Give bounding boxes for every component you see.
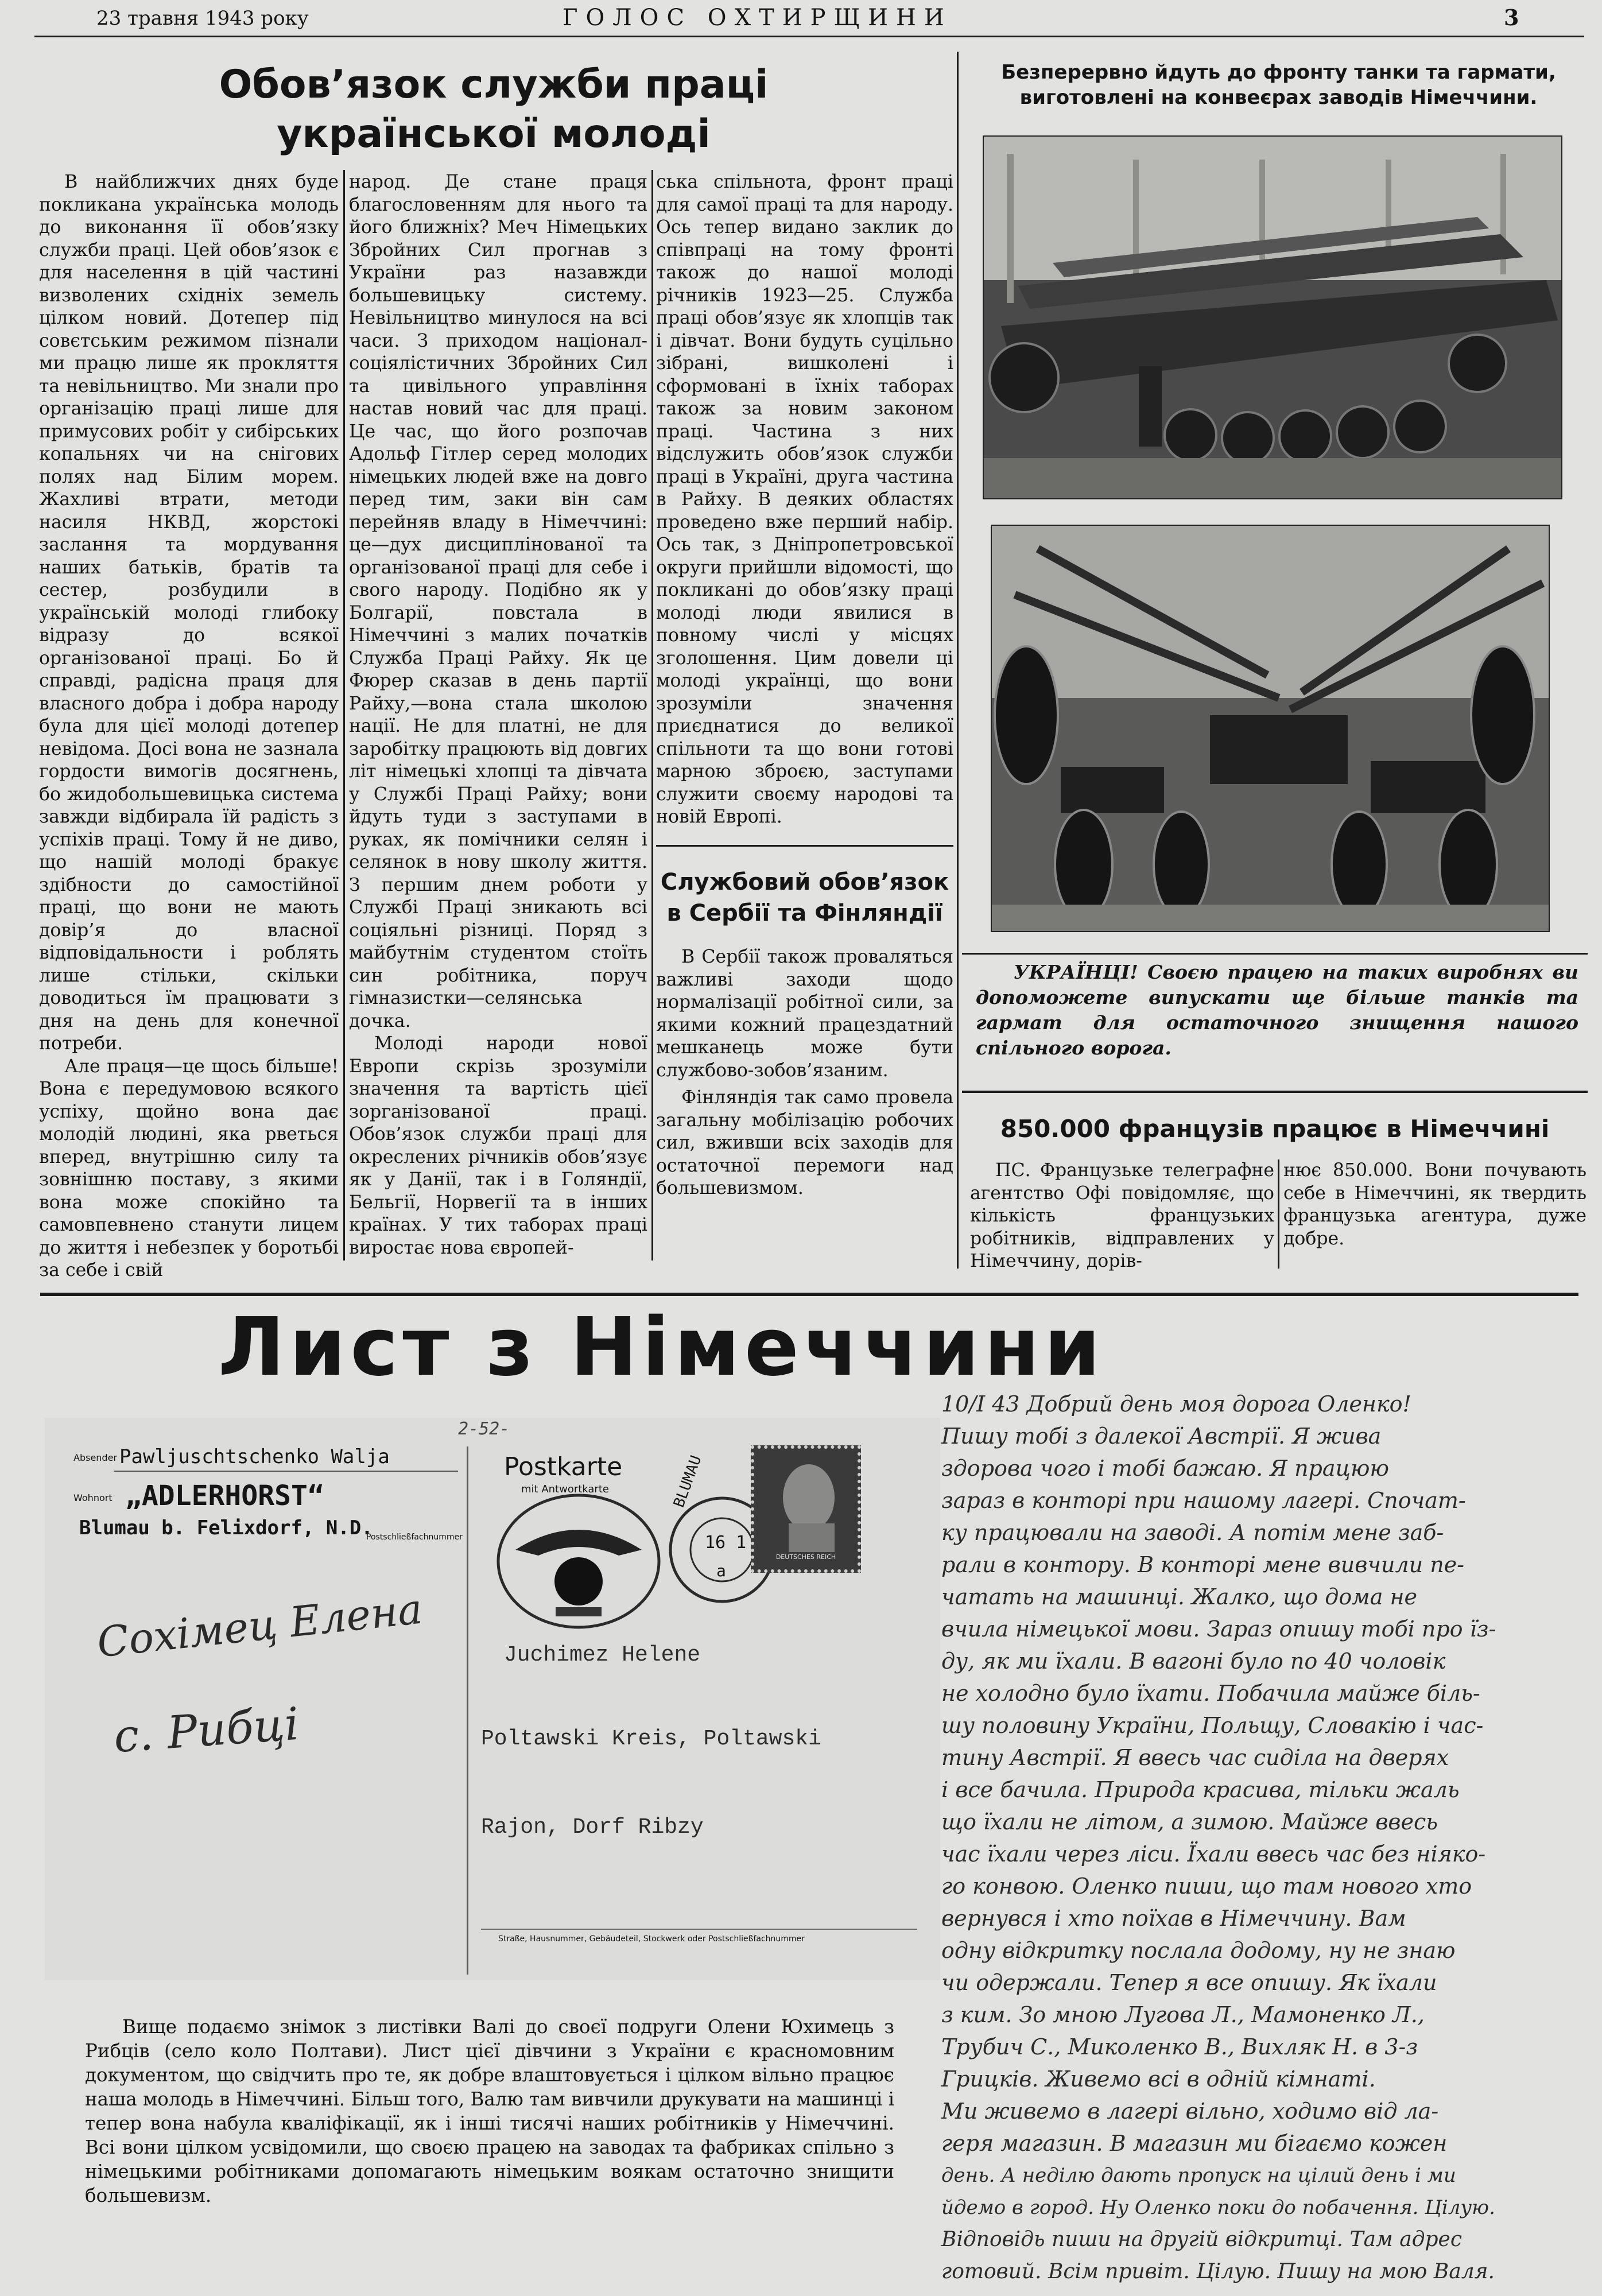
letter-line: Відповідь пиши на другій відкритці. Там адрес [941,2228,1462,2251]
letter-line: Пишу тобі з далекої Австрії. Я жива [941,1424,1382,1449]
recipient-line-2: Poltawski Kreis, Poltawski [481,1727,821,1751]
sender-label: Absender [73,1452,117,1463]
main-article-col2 [349,171,647,1259]
artillery-factory-image [992,526,1549,931]
column-divider [343,170,345,1261]
letter-line: чи одержали. Тепер я все опишу. Як їхали [941,1970,1437,1995]
letter-caption: Вище подаємо знімок з листівки Валі до своєї подруги Олени Юхимець з Рибців (село коло Полтави). Лист цієї дівчини з України є красномовним документом, що свідчить про те, як добре влаштовується і цілком вільно працює наша молодь в Німеччині. Більш того, Валю там вивчили друкувати на машинці і тепер вона набула кваліфікації, як і інші тисячі наших робітників у Німеччині. Всі вони цілком усвідомили, що своєю працею на заводах та фабриках спільно з німецькими робітниками допомагають німецьким воякам остаточно знищити большевизм. [85,2016,894,2206]
stamp-country: DEUTSCHES REICH [775,1553,836,1561]
letter-line: здорова чого і тобі бажаю. Я працюю [941,1456,1389,1481]
postmark-town: BLUMAU [670,1453,705,1510]
page-number: 3 [1504,5,1519,30]
letter-line: го конвою. Оленко пиши, що там нового хто [941,1874,1472,1899]
recipient-line-1: Juchimez Helene [504,1643,701,1667]
ukrainians-appeal: УКРАЇНЦІ! Своєю працею на таких виробнях ви допоможете випускати ще більше танків та гармат для остаточного знищення нашого спільного ворога. [976,961,1578,1059]
letter-line: ку працювали на заводі. А потім мене заб- [941,1520,1444,1545]
paper-name: ГОЛОС ОХТИРЩИНИ [563,5,952,31]
letter-line: вернувся і хто поїхав в Німеччину. Вам [941,1906,1406,1931]
letter-line: вчила німецької мови. Зараз опишу тобі про їз- [941,1616,1496,1642]
column-divider [957,52,959,1269]
letter-line: і все бачила. Природа красива, тільки жаль [941,1777,1460,1802]
section-rule [656,845,953,847]
letter-line: день. А неділю дають пропуск на цілий день і ми [941,2164,1456,2187]
section-rule [962,1091,1588,1093]
letter-line: не холодно було їхати. Побачила майже біль- [941,1681,1480,1706]
postfach-label: Postschließfachnummer [366,1533,463,1542]
card-title: Postkarte [504,1452,623,1481]
tank-factory-image [984,137,1561,498]
postmark-date: 16 1 [705,1533,747,1553]
letter-line: готовий. Всім привіт. Цілую. Пишу на мою Валя. [941,2260,1495,2283]
serbia-headline: Службовий обов’язок в Сербії та Фінляндії [660,869,949,926]
letter-line: йдемо в город. Ну Оленко поки до побачення. Цілую. [941,2196,1495,2219]
postage-stamp [751,1445,861,1573]
letter-line: зараз в конторі при нашому лагері. Спочат- [941,1488,1466,1513]
paragraph: ПС. Французьке телеграфне агентство Офі повідомляє, що кількість французьких робітників, відправлених у Німеччину, дорів- [970,1160,1274,1271]
letter-headline: Лист з Німеччини [218,1301,1106,1394]
letter-line: шу половину України, Польщу, Словакію і час- [941,1713,1484,1738]
paragraph: нює 850.000. Вони почувають себе в Німеччині, як твердить французька агентура, дуже добре. [1283,1160,1587,1249]
letter-line: Грицків. Живемо всі в одній кімнаті. [941,2066,1376,2092]
address-fine-print: Straße, Hausnummer, Gebäudeteil, Stockwerk oder Postschließfachnummer [498,1934,805,1944]
paragraph: Фінляндія так само провела загальну мобілізацію робочих сил, вживши всіх заходів для остаточної перемоги над большевизмом. [656,1087,953,1199]
paragraph: Але праця—це щось більше! Вона є передумовою всякого успіху, щойно вона дає молодій людині, яка рветься вперед, внутрішню силу та зовнішню поставу, з якими вона може спокійно та самовпевнено станути лицем до життя і небезпек у боротьбі за себе і свій [39,1056,339,1281]
letter-line: час їхали через ліси. Їхали ввесь час без ніяко- [941,1841,1486,1867]
french-headline: 850.000 французів працює в Німеччині [1000,1115,1550,1143]
header-rule [34,36,1584,37]
serbia-article [656,946,953,1200]
letter-line: ду, як ми їхали. В вагоні було по 40 чоловік [941,1649,1446,1674]
letter-line: з ким. Зо мною Лугова Л., Мамоненко Л., [941,2002,1425,2027]
letter-line: геря магазин. В магазин ми бігаємо кожен [941,2131,1448,2156]
letter-line: 10/I 43 Добрий день моя дорога Оленко! [941,1391,1411,1417]
sender-underline [114,1471,458,1472]
letter-line: що їхали не літом, а зимою. Майже ввесь [941,1809,1438,1835]
letter-line: Ми живемо в лагері вільно, ходимо від ла- [941,2099,1439,2124]
letter-line: чатать на машинці. Жалко, що дома не [941,1584,1418,1609]
paragraph: ська спільнота, фронт праці для самої праці та для народу. Ось тепер видано заклик до співпраці на тому фронті також до нашої молоді річників 1923—25. Служба праці обов’язує як хлопців так і дівчат. Вони будуть суцільно зібрані, вишколені і сформовані в їхніх таборах також за новим законом праці. Частина з них відслужить обов’язок служби праці в Україні, друга частина в Райху. В деяких областях проведено вже перший набір. Ось так, з Дніпропетровської округи прийшли відомості, що покликані до обов’язку праці молоді люди явилися в повному числі у місцях зголошення. Цим довели ці молоді українці, що вони зрозуміли значення приєднатися до великої спільноти та що вони готові марною зброєю, заступами служити своєму народові та новій Европі. [656,172,953,827]
section-rule [40,1293,1578,1296]
address-line: Blumau b. Felixdorf, N.D. [79,1517,373,1539]
column-divider [651,170,653,1261]
paragraph: Молоді народи нової Европи скрізь зрозуміли значення та вартість цієї зорганізованої праці. Обов’язок служби праці для окреслених річників обов’язує як у Данії, так і в Голяндії, Бельгії, Норвегії та в інших країнах. У тих таборах праці виростає нова європей- [349,1033,647,1258]
postcard-photo [45,1418,940,1980]
letter-line: Трубич С., Миколенко В., Вихляк Н. в 3-з [941,2034,1418,2060]
sender-name: Pawljuschtschenko Walja [119,1445,390,1468]
issue-date: 23 травня 1943 року [96,7,309,30]
main-article-col3 [656,171,953,829]
paragraph: В Сербії також проваляться важливі заходи щодо нормалізації робітної сили, за якими кожний працездатний мешканець може бути службово-зобов’язаним. [656,947,953,1081]
handwritten-village: с. Рибці [112,1698,301,1763]
card-subtitle: mit Antwortkarte [521,1483,609,1495]
pencil-number: 2-52- [458,1419,510,1439]
artillery-assembly-photo [991,525,1550,932]
section-rule [962,953,1588,955]
handwritten-letter [941,1388,1590,2289]
paragraph: В найближчих днях буде покликана українська молодь до виконання її обов’язку служби праці. Цей обов’язок є для населення в цій частині визволених східніх земель цілком новий. Дотепер під совєтським режимом пізнали ми працю лише як прокляття та невільництво. Ми знали про організацію праці лише для примусових робіт у сибірських копальнях чи на снігових полях над Білим морем. Жахливі втрати, методи насиля НКВД, жорстокі заслання та мордування наших батьків, братів та сестер, розбудили в українській молоді глибоку відразу до всякої організованої праці. Бо й справді, радісна праця для власного добра і добра народу була для цієї молоді дотепер невідома. Досі вона не зазнала гордости вимогів досягнень, бо жидобольшевицька система завжди відбирала їй радість з успіхів праці. Тому й не диво, що нашій молоді бракує здібности до самостійної праці, що вони не мають довір’я до власної відповідальности і роблять лише стільки, скільки доводиться їм працювати з дня на день для конечної потреби. [39,172,339,1054]
eagle-postmark-icon [492,1487,665,1636]
letter-line: одну відкритку послала додому, ну не знаю [941,1938,1456,1963]
french-article-col2 [1283,1159,1587,1250]
tank-assembly-photo [983,135,1562,499]
paragraph: народ. Де стане праця благословенням для нього та його ближніх? Меч Німецьких Збройних Сил прогнав з України раз назавжди большевицьку систему. Невільництво минулося на всі часи. З приходом націонал-соціялістичних Збройних Сил та цивільного управління настав новий час для праці. Це час, що його розпочав Адольф Гітлер серед молодих німецьких людей вже на довго перед тим, заки він сам перейняв владу в Німеччині: це—дух дисциплінованої та організованої праці для себе і свого народу. Подібно як у Болгарії, повстала в Німеччині з малих початків Служба Праці Райху. Як це Фюрер сказав в день партії Райху,—вона стала школою нації. Не для платні, не для заробітку працюють від довгих літ німецькі хлопці та дівчата у Службі Праці Райху; вони йдуть туди з заступами в руках, як помічники селян і селянок в нову школу життя. З першим днем роботи у Службі Праці зникають всі соціяльні різниці. Поряд з майбутнім студентом стоїть син робітника, поруч гімназистки—селянська дочка. [349,172,647,1031]
letter-line: рали в контору. В конторі мене вивчили пе- [941,1552,1464,1577]
main-headline: Обов’язок служби праці української молоді [219,62,769,157]
handwritten-recipient: Сохімец Елена [95,1584,425,1667]
french-article-col1 [970,1159,1274,1273]
photo-caption: Безперервно йдуть до фронту танки та гармати, виготовлені на конвеєрах заводів Німеччини. [1001,61,1556,109]
camp-name: „ADLERHORST“ [125,1480,324,1512]
letter-line: тину Австрії. Я ввесь час сиділа на дверях [941,1745,1449,1770]
recipient-line-3: Rajon, Dorf Ribzy [481,1815,704,1840]
postcard-divider [467,1446,468,1975]
housing-label: Wohnort [73,1492,113,1503]
column-divider [1278,1159,1279,1269]
hitler-portrait-icon [754,1449,858,1552]
page-header [0,0,1602,40]
main-article-col1 [39,171,339,1282]
address-line-rule [481,1929,917,1930]
postmark-letter: a [716,1561,726,1580]
